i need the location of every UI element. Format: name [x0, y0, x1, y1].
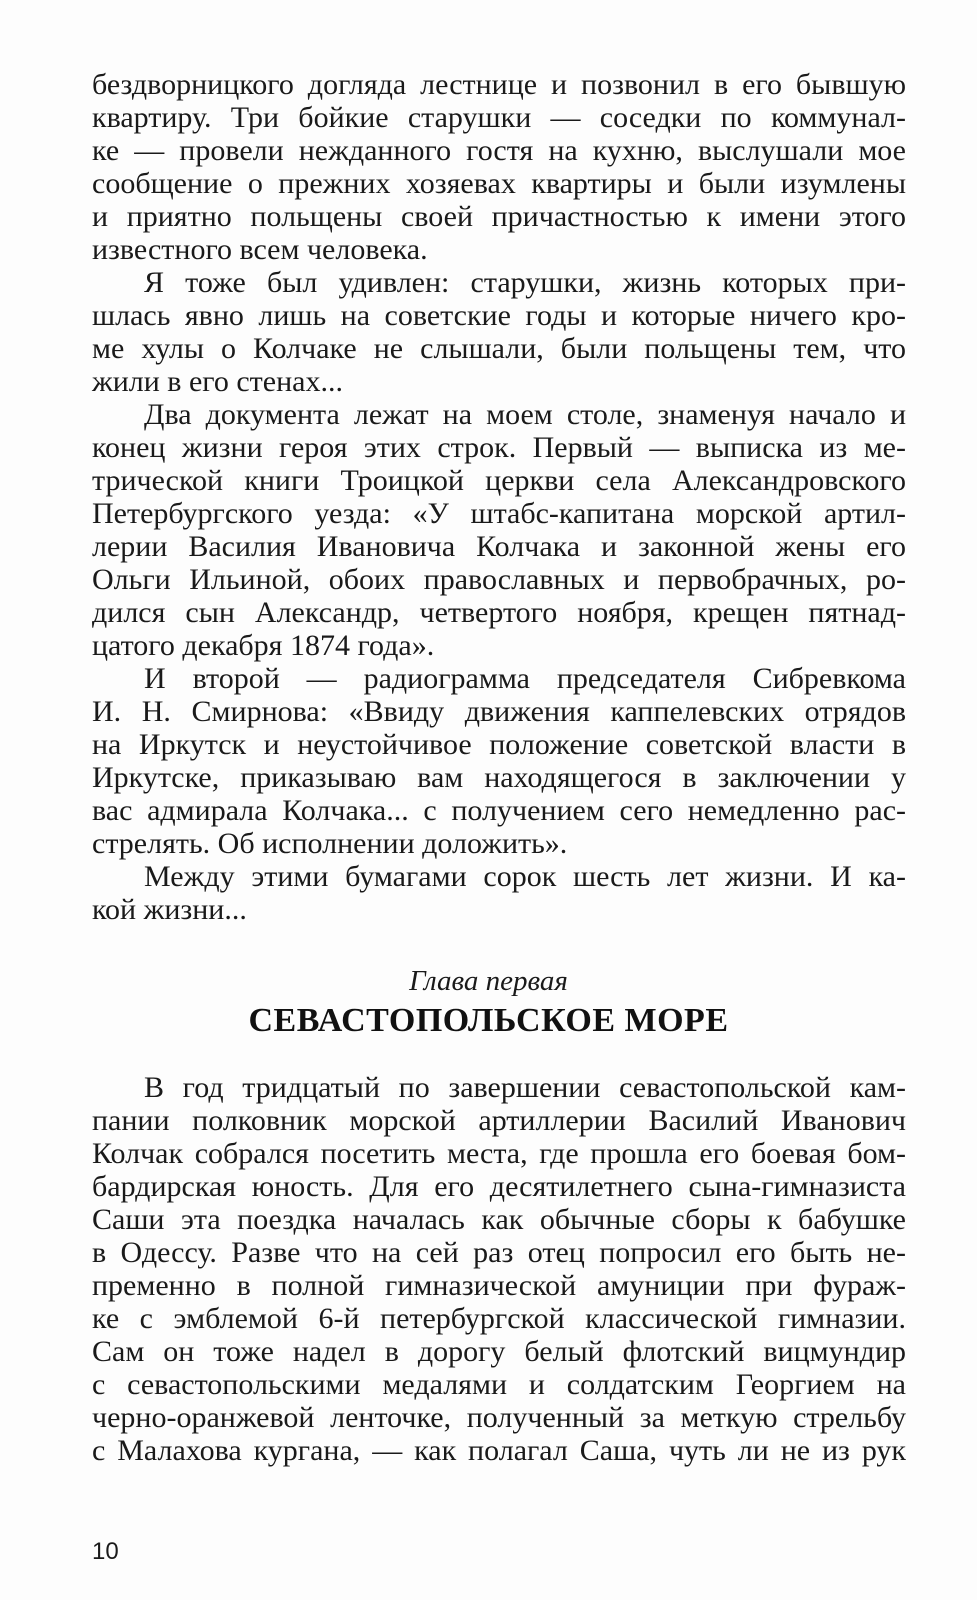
text-line: лерии Василия Ивановича Колчака и законной жены его — [92, 530, 906, 563]
text-line: квартиру. Три бойкие старушки — соседки по коммунал- — [92, 101, 906, 134]
text-line: в Одессу. Разве что на сей раз отец попросил его быть не- — [92, 1236, 906, 1269]
text-line: черно-оранжевой ленточке, полученный за меткую стрельбу — [92, 1401, 906, 1434]
text-line: конец жизни героя этих строк. Первый — выписка из ме- — [92, 431, 906, 464]
text-line: В год тридцатый по завершении севастопольской кам- — [144, 1071, 906, 1104]
text-line: Два документа лежат на моем столе, знаменуя начало и — [144, 398, 906, 431]
text-line: известного всем человека. — [92, 233, 428, 266]
text-line: пременно в полной гимназической амуниции при фураж- — [92, 1269, 906, 1302]
text-line: И. Н. Смирнова: «Ввиду движения каппелевских отрядов — [92, 695, 906, 728]
text-line: жили в его стенах... — [92, 365, 343, 398]
text-line: бездворницкого догляда лестнице и позвонил в его бывшую — [92, 68, 906, 101]
chapter-label: Глава первая — [409, 965, 568, 997]
text-line: шлась явно лишь на советские годы и которые ничего кро- — [92, 299, 906, 332]
text-line: бардирская юность. Для его десятилетнего сына-гимназиста — [92, 1170, 906, 1203]
text-line: Между этими бумагами сорок шесть лет жизни. И ка- — [144, 860, 906, 893]
text-line: с Малахова кургана, — как полагал Саша, чуть ли не из рук — [92, 1434, 906, 1467]
text-line: цатого декабря 1874 года». — [92, 629, 435, 662]
text-line: ке с эмблемой 6-й петербургской классической гимназии. — [92, 1302, 906, 1335]
text-line: Иркутске, приказываю вам находящегося в заключении у — [92, 761, 906, 794]
text-line: ме хулы о Колчаке не слышали, были польщены тем, что — [92, 332, 906, 365]
text-line: кой жизни... — [92, 893, 247, 926]
chapter-title: СЕВАСТОПОЛЬСКОЕ МОРЕ — [248, 1002, 729, 1039]
text-line: с севастопольскими медалями и солдатским Георгием на — [92, 1368, 906, 1401]
text-line: Саши эта поездка началась как обычные сборы к бабушке — [92, 1203, 906, 1236]
text-line: вас адмирала Колчака... с получением сего немедленно рас- — [92, 794, 906, 827]
text-line: ке — провели нежданного гостя на кухню, выслушали мое — [92, 134, 906, 167]
text-line: стрелять. Об исполнении доложить». — [92, 827, 568, 860]
text-line: пании полковник морской артиллерии Василий Иванович — [92, 1104, 906, 1137]
text-line: на Иркутск и неустойчивое положение советской власти в — [92, 728, 906, 761]
text-line: И второй — радиограмма председателя Сибревкома — [144, 662, 906, 695]
text-line: Колчак собрался посетить места, где прошла его боевая бом- — [92, 1137, 906, 1170]
text-line: Ольги Ильиной, обоих православных и первобрачных, ро- — [92, 563, 906, 596]
text-line: и приятно польщены своей причастностью к имени этого — [92, 200, 906, 233]
page-number: 10 — [92, 1538, 119, 1565]
text-line: дился сын Александр, четвертого ноября, крещен пятнад- — [92, 596, 906, 629]
text-line: Я тоже был удивлен: старушки, жизнь которых при- — [144, 266, 906, 299]
text-line: трической книги Троицкой церкви села Александровского — [92, 464, 906, 497]
text-line: Петербургского уезда: «У штабс-капитана морской артил- — [92, 497, 906, 530]
text-line: сообщение о прежних хозяевах квартиры и были изумлены — [92, 167, 906, 200]
text-line: Сам он тоже надел в дорогу белый флотский вицмундир — [92, 1335, 906, 1368]
